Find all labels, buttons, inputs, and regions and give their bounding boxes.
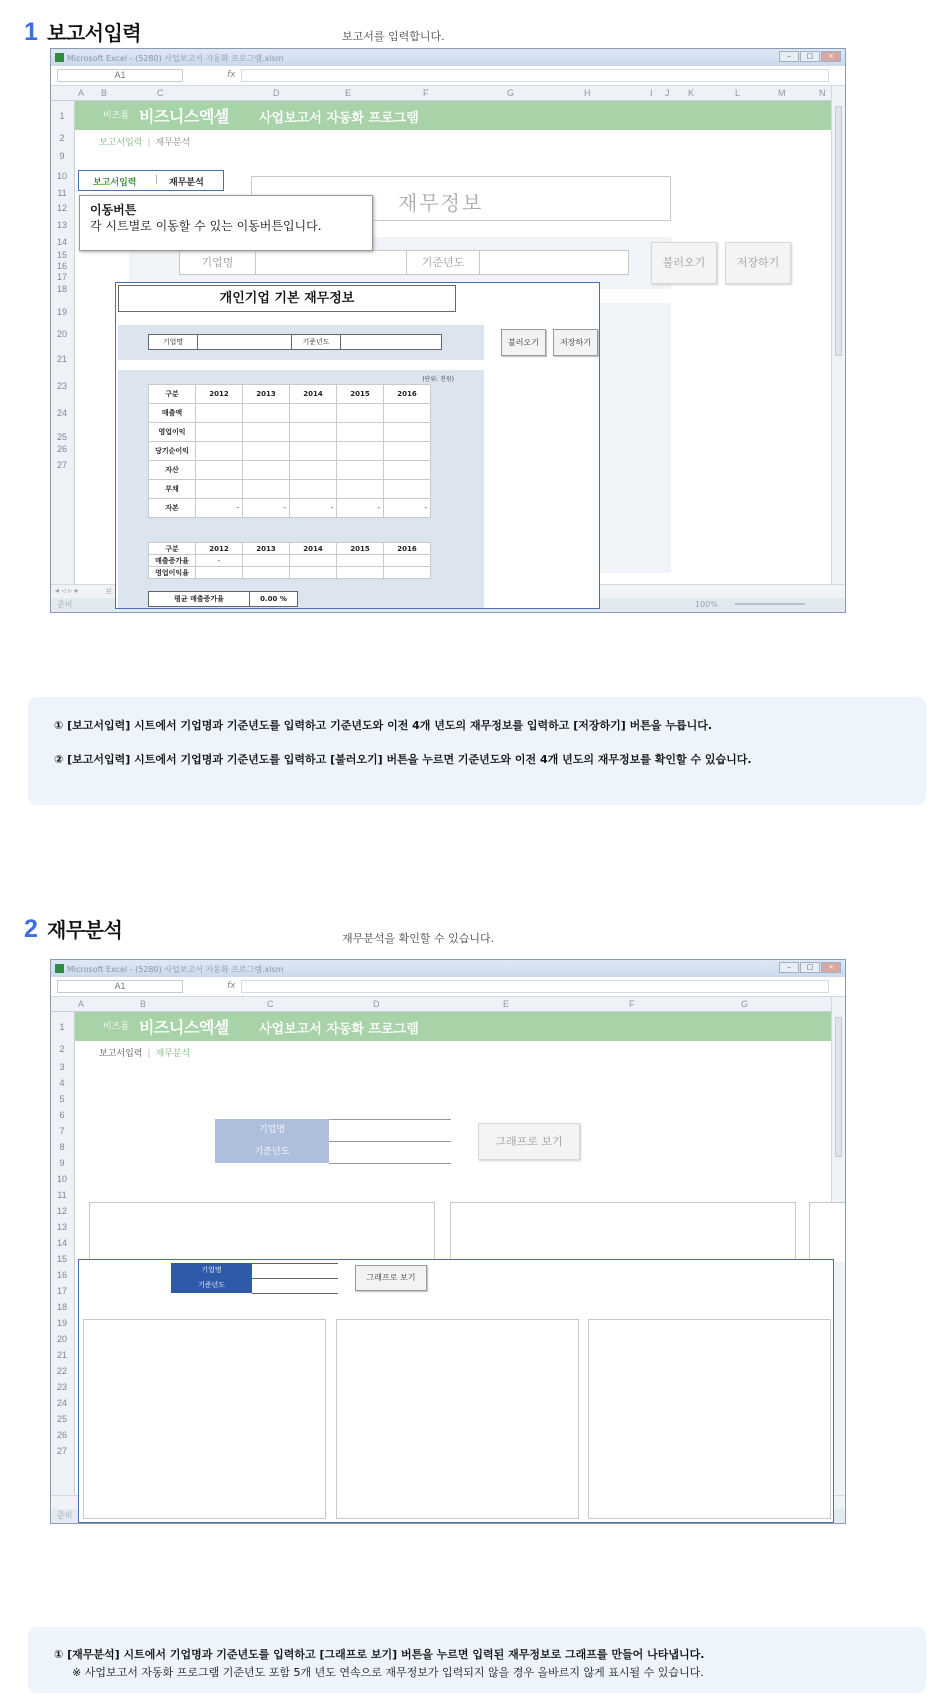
year-header-row-cell: 2014 [290, 385, 337, 404]
row-header-1[interactable]: 1 [59, 1022, 65, 1032]
row-header-20[interactable]: 20 [56, 1334, 67, 1344]
financial-table-band [118, 370, 484, 608]
bs-row [149, 461, 431, 480]
financial-info-title: 개인기업 기본 재무정보 [118, 285, 456, 312]
row-header-25[interactable]: 25 [56, 1414, 67, 1424]
row-header-19[interactable]: 19 [56, 1318, 67, 1328]
row-header-16[interactable]: 16 [56, 1270, 67, 1280]
formula-bar [51, 66, 845, 86]
row-header-13[interactable]: 13 [56, 220, 67, 230]
bs-row-cell[interactable] [196, 480, 243, 499]
formula-input[interactable] [241, 980, 829, 993]
vertical-scrollbar[interactable] [831, 86, 845, 584]
row-header-10[interactable]: 10 [56, 171, 67, 181]
bs-row-cell[interactable]: - [243, 499, 290, 518]
row-header-11[interactable]: 11 [57, 1190, 67, 1200]
row-header-20[interactable]: 20 [56, 329, 67, 339]
growth-row-cell[interactable] [290, 567, 337, 579]
row-header-24[interactable]: 24 [56, 408, 67, 418]
excel-app-icon [55, 53, 64, 62]
minimize-icon[interactable]: – [779, 51, 799, 62]
excel-title-bar [51, 49, 845, 66]
pl-row-cell[interactable] [196, 423, 243, 442]
fx-icon[interactable]: fx [227, 981, 236, 991]
callout-tab-analysis[interactable]: 재무분석 [169, 178, 204, 188]
note-2-line-2: ※ 사업보고서 자동화 프로그램 기준년도 포함 5개 년도 연속으로 재무정보가 입력되지 않을 경우 올바르지 않게 표시될 수 있습니다. [72, 1666, 704, 1679]
bg-company-line [329, 1119, 451, 1120]
section-2-subtitle: 재무분석을 확인할 수 있습니다. [342, 932, 495, 945]
excel-window-title: Microsoft Excel - (5280) 사업보고서 자동화 프로그램.xlsm [67, 965, 284, 974]
bg-year-label: 기준년도 [215, 1141, 329, 1163]
bottom-input-line [252, 1293, 338, 1294]
pl-row [149, 423, 431, 442]
banner-prefix: 비즈폼 [103, 1022, 130, 1032]
growth-table [148, 542, 431, 579]
row-header-10[interactable]: 10 [56, 1174, 67, 1184]
financial-analysis-popup [78, 1259, 834, 1523]
growth-row-label: 매출증가율 [149, 555, 196, 567]
bs-row-cell[interactable] [196, 461, 243, 480]
bs-row-label: 부채 [149, 480, 196, 499]
close-icon[interactable]: × [821, 51, 841, 62]
column-header-I[interactable]: I [650, 88, 653, 98]
bg-year-line [329, 1141, 451, 1142]
row-header-11[interactable]: 11 [57, 188, 67, 198]
row-header-27[interactable]: 27 [56, 460, 67, 470]
name-box[interactable]: A1 [57, 69, 183, 82]
bg-graph-frame-2 [450, 1202, 796, 1262]
banner-brand: 비즈니스엑셀 [139, 107, 229, 126]
bs-row-cell[interactable] [243, 480, 290, 499]
status-ready: 준비 [57, 600, 73, 609]
bs-row-cell[interactable]: - [290, 499, 337, 518]
formula-bar [51, 977, 845, 997]
bs-row-label: 자본 [149, 499, 196, 518]
note-2-line-1: ① [재무분석] 시트에서 기업명과 기준년도를 입력하고 [그래프로 보기] 버튼을 누르면 입력된 재무정보로 그래프를 만들어 나타냅니다. [54, 1648, 705, 1661]
column-header-D[interactable]: D [373, 999, 380, 1009]
row-header-22[interactable]: 22 [56, 1366, 67, 1376]
growth-row-cell[interactable] [337, 567, 384, 579]
load-button[interactable]: 불러오기 [651, 242, 717, 284]
program-banner [75, 1012, 831, 1041]
row-header-9[interactable]: 9 [59, 1158, 65, 1168]
save-button[interactable]: 저장하기 [725, 242, 791, 284]
zoom-slider[interactable] [735, 603, 805, 605]
bs-row-cell[interactable] [290, 461, 337, 480]
close-icon[interactable]: × [821, 962, 841, 973]
column-header-C[interactable]: C [157, 88, 164, 98]
financial-info-popup [115, 282, 600, 609]
company-input[interactable] [197, 334, 292, 350]
section-2-number: 2 [24, 915, 38, 943]
formula-input[interactable] [241, 69, 829, 82]
column-header-J[interactable]: J [665, 88, 670, 98]
year-header-row-cell: 2013 [243, 385, 290, 404]
bg-company-label: 기업명 [180, 251, 256, 274]
row-header-3[interactable]: 3 [59, 1062, 65, 1072]
note-box-1 [28, 697, 926, 805]
nav-financial-analysis[interactable]: 재무분석 [155, 1049, 191, 1059]
note-1-line-2: ② [보고서입력] 시트에서 기업명과 기준년도를 입력하고 [불러오기] 버튼을 누르면 기준년도와 이전 4개 년도의 재무정보를 확인할 수 있습니다. [54, 753, 752, 766]
program-banner [75, 101, 831, 130]
sheet-nav [99, 135, 190, 148]
row-header-26[interactable]: 26 [56, 444, 67, 454]
row-header-16[interactable]: 16 [56, 261, 67, 271]
pl-row-cell[interactable] [290, 423, 337, 442]
row-headers [51, 101, 75, 584]
row-header-14[interactable]: 14 [56, 1238, 67, 1248]
column-header-A[interactable]: A [78, 999, 85, 1009]
section-1-number: 1 [24, 18, 38, 46]
callout-tab-input[interactable]: 보고서입력 [93, 178, 137, 188]
excel-title-bar [51, 960, 845, 977]
row-header-12[interactable]: 12 [56, 1206, 67, 1216]
callout-tab-separator: | [155, 175, 159, 185]
pl-row-cell[interactable] [290, 404, 337, 423]
pl-row-cell[interactable] [384, 404, 431, 423]
column-header-F[interactable]: F [423, 88, 429, 98]
row-header-24[interactable]: 24 [56, 1398, 67, 1408]
scroll-thumb[interactable] [835, 1017, 842, 1157]
row-header-2[interactable]: 2 [59, 133, 65, 143]
banner-brand: 비즈니스엑셀 [139, 1018, 229, 1037]
growth-year-header-row-cell: 2013 [243, 543, 290, 555]
row-header-17[interactable]: 17 [56, 1286, 67, 1296]
nav-report-input[interactable]: 보고서입력 [99, 1049, 143, 1059]
nav-separator: | [147, 138, 151, 148]
column-header-E[interactable]: E [503, 999, 510, 1009]
row-header-13[interactable]: 13 [56, 1222, 67, 1232]
bs-row [149, 499, 431, 518]
row-header-5[interactable]: 5 [59, 1094, 65, 1104]
column-header-B[interactable]: B [140, 999, 147, 1009]
bs-row-cell[interactable] [243, 461, 290, 480]
window-controls [779, 51, 841, 62]
bs-row-cell[interactable] [384, 480, 431, 499]
company-label: 기업명 [148, 334, 198, 350]
bg-title: 재무정보 [398, 191, 484, 215]
pl-row-cell[interactable] [337, 423, 384, 442]
bs-row-cell[interactable]: - [196, 499, 243, 518]
pl-row-cell[interactable] [384, 442, 431, 461]
pl-row-cell[interactable] [243, 442, 290, 461]
row-header-15[interactable]: 15 [56, 1254, 67, 1264]
row-headers [51, 1012, 75, 1495]
pl-row-cell[interactable] [290, 442, 337, 461]
year-label: 기준년도 [171, 1278, 252, 1293]
status-ready: 준비 [57, 1511, 73, 1520]
year-header-row-cell: 2012 [196, 385, 243, 404]
row-header-9[interactable]: 9 [59, 151, 65, 161]
zoom-level: 100% [695, 600, 718, 609]
row-header-12[interactable]: 12 [56, 203, 67, 213]
row-header-21[interactable]: 21 [56, 354, 67, 364]
column-header-G[interactable]: G [741, 999, 749, 1009]
company-label: 기업명 [171, 1263, 252, 1278]
banner-prefix: 비즈폼 [103, 111, 130, 121]
growth-row-cell[interactable] [243, 555, 290, 567]
growth-row-label: 영업이익율 [149, 567, 196, 579]
maximize-icon[interactable]: □ [800, 51, 820, 62]
pl-row-cell[interactable] [243, 404, 290, 423]
column-headers [51, 997, 831, 1012]
bs-row-cell[interactable]: - [337, 499, 384, 518]
excel-app-icon [55, 964, 64, 973]
popup-load-button[interactable]: 불러오기 [501, 329, 546, 356]
growth-year-header-row-cell: 2012 [196, 543, 243, 555]
bs-row [149, 480, 431, 499]
row-header-23[interactable]: 23 [56, 381, 67, 391]
bg-company-row [179, 250, 629, 275]
row-header-7[interactable]: 7 [59, 1126, 65, 1136]
growth-row-cell[interactable] [337, 555, 384, 567]
window-controls [779, 962, 841, 973]
column-header-L[interactable]: L [735, 88, 741, 98]
bs-row-cell[interactable] [337, 480, 384, 499]
note-box-2 [28, 1627, 926, 1693]
row-header-27[interactable]: 27 [56, 1446, 67, 1456]
column-headers [51, 86, 831, 101]
growth-year-header-row [149, 543, 431, 555]
pl-row-label: 영업이익 [149, 423, 196, 442]
bs-row-cell[interactable] [384, 461, 431, 480]
bg-graph-frame-1 [89, 1202, 435, 1262]
pl-row-label: 매출액 [149, 404, 196, 423]
sheet-nav-arrows-icon[interactable]: ◂ ◃ ▹ ▸ [55, 586, 79, 595]
minimize-icon[interactable]: – [779, 962, 799, 973]
row-header-4[interactable]: 4 [59, 1078, 65, 1088]
bg-graph-frame-3 [809, 1202, 846, 1262]
growth-row-cell[interactable]: - [196, 555, 243, 567]
nav-separator: | [147, 1049, 151, 1059]
bg-graph-button[interactable]: 그래프로 보기 [478, 1123, 580, 1160]
growth-row-cell[interactable] [384, 567, 431, 579]
pl-row-cell[interactable] [337, 442, 384, 461]
callout-nav-tabs [78, 170, 224, 191]
section-1-title: 보고서입력 [47, 21, 142, 45]
note-1-line-1: ① [보고서입력] 시트에서 기업명과 기준년도를 입력하고 기준년도와 이전 4개 년도의 재무정보를 입력하고 [저장하기] 버튼을 누릅니다. [54, 719, 713, 732]
year-input[interactable] [340, 334, 442, 350]
graph-button[interactable]: 그래프로 보기 [355, 1265, 427, 1291]
banner-title: 사업보고서 자동화 프로그램 [259, 111, 419, 126]
sheet-tab[interactable]: 보 [105, 587, 113, 596]
pl-row-label: 당기순이익 [149, 442, 196, 461]
column-header-B[interactable]: B [101, 88, 108, 98]
pl-row-cell[interactable] [196, 404, 243, 423]
maximize-icon[interactable]: □ [800, 962, 820, 973]
bg-bottom-line [329, 1163, 451, 1164]
growth-row-cell[interactable] [384, 555, 431, 567]
bs-row-label: 자산 [149, 461, 196, 480]
pl-row [149, 442, 431, 461]
nav-report-input[interactable]: 보고서입력 [99, 138, 143, 148]
graph-frame-3 [588, 1319, 831, 1519]
name-box[interactable]: A1 [57, 980, 183, 993]
year-input[interactable] [252, 1279, 338, 1292]
row-header-25[interactable]: 25 [56, 432, 67, 442]
sheet-nav [99, 1046, 190, 1059]
row-header-17[interactable]: 17 [56, 272, 67, 282]
year-header-row-label: 구분 [149, 385, 196, 404]
avg-growth-value: 0.00 % [249, 591, 298, 607]
callout-description: 각 시트별로 이동할 수 있는 이동버튼입니다. [90, 219, 322, 233]
avg-growth-label: 평균 매출증가율 [148, 591, 250, 607]
graph-frame-2 [336, 1319, 579, 1519]
row-header-26[interactable]: 26 [56, 1430, 67, 1440]
scroll-thumb[interactable] [835, 106, 842, 356]
unit-label: (단위: 천원) [422, 376, 454, 383]
column-header-A[interactable]: A [78, 88, 85, 98]
row-header-18[interactable]: 18 [56, 1302, 67, 1312]
column-header-D[interactable]: D [273, 88, 280, 98]
fx-icon[interactable]: fx [227, 70, 236, 80]
column-header-G[interactable]: G [507, 88, 515, 98]
bs-row-cell[interactable] [337, 461, 384, 480]
nav-financial-analysis[interactable]: 재무분석 [155, 138, 191, 148]
pl-row [149, 404, 431, 423]
graph-frame-1 [83, 1319, 326, 1519]
row-header-6[interactable]: 6 [59, 1110, 65, 1120]
row-header-8[interactable]: 8 [59, 1142, 65, 1152]
column-header-E[interactable]: E [345, 88, 352, 98]
year-header-row [149, 385, 431, 404]
pl-row-cell[interactable] [384, 423, 431, 442]
pl-row-cell[interactable] [196, 442, 243, 461]
callout-heading: 이동버튼 [90, 203, 137, 217]
column-header-H[interactable]: H [584, 88, 591, 98]
pl-row-cell[interactable] [243, 423, 290, 442]
company-input[interactable] [252, 1264, 338, 1277]
growth-year-header-row-cell: 2016 [384, 543, 431, 555]
column-header-K[interactable]: K [688, 88, 695, 98]
pl-row-cell[interactable] [337, 404, 384, 423]
bs-row-cell[interactable]: - [384, 499, 431, 518]
year-label: 기준년도 [291, 334, 341, 350]
move-button-callout [79, 195, 373, 251]
row-header-1[interactable]: 1 [59, 111, 65, 121]
row-header-14[interactable]: 14 [56, 237, 67, 247]
excel-window-title: Microsoft Excel - (5280) 사업보고서 자동화 프로그램.xlsm [67, 54, 284, 63]
growth-year-header-row-label: 구분 [149, 543, 196, 555]
row-header-21[interactable]: 21 [56, 1350, 67, 1360]
growth-row-cell[interactable] [290, 555, 337, 567]
section-2-title: 재무분석 [47, 918, 123, 942]
section-1-subtitle: 보고서를 입력합니다. [342, 30, 445, 43]
growth-row [149, 555, 431, 567]
row-header-23[interactable]: 23 [56, 1382, 67, 1392]
growth-year-header-row-cell: 2015 [337, 543, 384, 555]
column-header-M[interactable]: M [778, 88, 786, 98]
row-header-15[interactable]: 15 [56, 250, 67, 260]
growth-row-cell[interactable] [196, 567, 243, 579]
financial-table [148, 384, 431, 518]
banner-title: 사업보고서 자동화 프로그램 [259, 1022, 419, 1037]
year-header-row-cell: 2015 [337, 385, 384, 404]
bg-year-label: 기준년도 [406, 251, 480, 274]
bg-company-label: 기업명 [215, 1119, 329, 1141]
popup-save-button[interactable]: 저장하기 [553, 329, 598, 356]
year-header-row-cell: 2016 [384, 385, 431, 404]
column-header-N[interactable]: N [819, 88, 826, 98]
column-header-F[interactable]: F [629, 999, 635, 1009]
bs-row-cell[interactable] [290, 480, 337, 499]
growth-year-header-row-cell: 2014 [290, 543, 337, 555]
row-header-18[interactable]: 18 [56, 284, 67, 294]
row-header-19[interactable]: 19 [56, 307, 67, 317]
company-input-band [118, 325, 484, 360]
row-header-2[interactable]: 2 [59, 1044, 65, 1054]
growth-row [149, 567, 431, 579]
column-header-C[interactable]: C [267, 999, 274, 1009]
growth-row-cell[interactable] [243, 567, 290, 579]
